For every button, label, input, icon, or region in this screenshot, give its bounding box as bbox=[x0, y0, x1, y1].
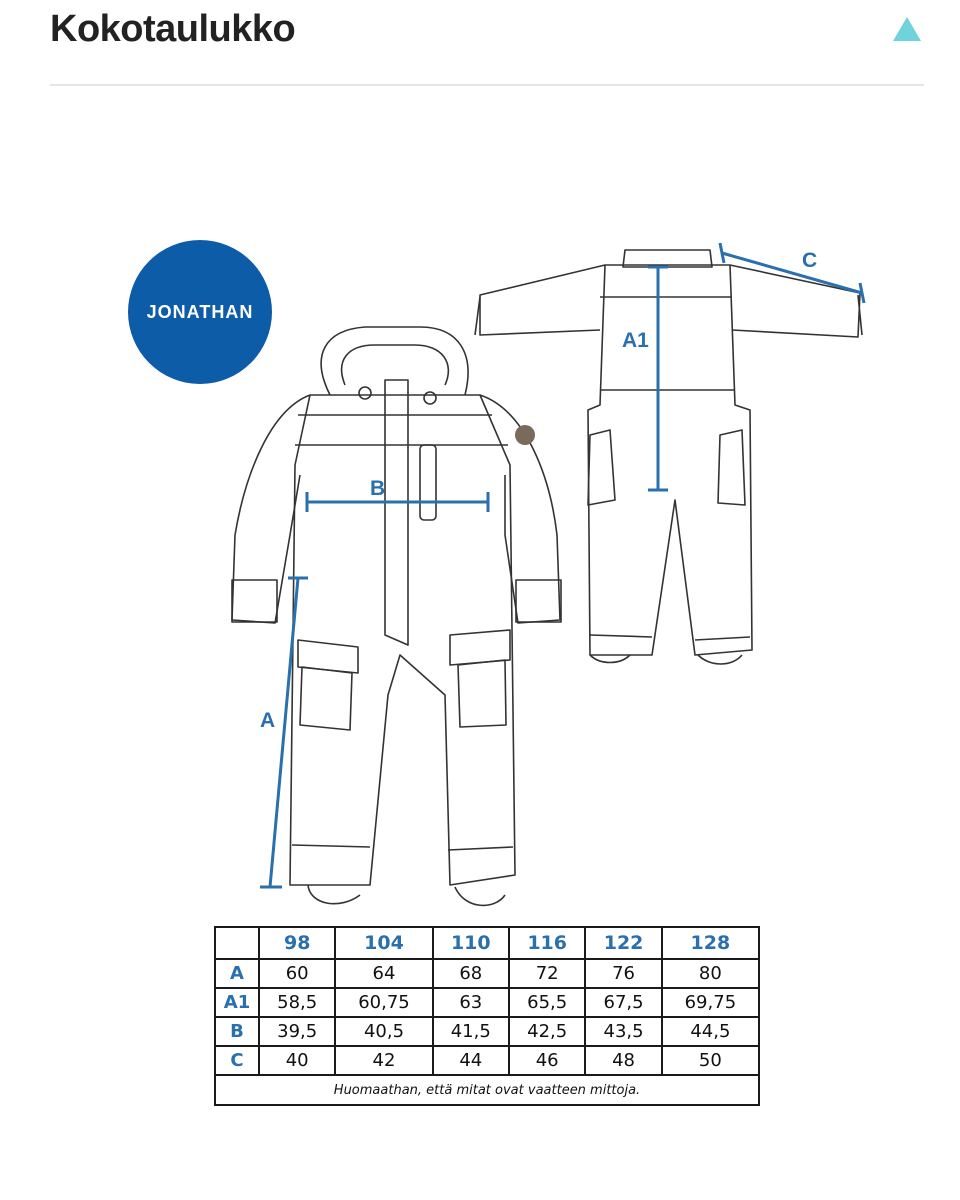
table-cell: 50 bbox=[662, 1046, 759, 1075]
table-note: Huomaathan, että mitat ovat vaatteen mittoja. bbox=[215, 1075, 759, 1105]
size-col-header: 104 bbox=[335, 927, 432, 959]
table-row bbox=[215, 1017, 759, 1046]
table-cell: 67,5 bbox=[585, 988, 661, 1017]
table-row bbox=[215, 1046, 759, 1075]
table-cell: 39,5 bbox=[259, 1017, 335, 1046]
size-col-header: 110 bbox=[433, 927, 509, 959]
size-col-header: 128 bbox=[662, 927, 759, 959]
size-col-header: 116 bbox=[509, 927, 585, 959]
table-cell: 44,5 bbox=[662, 1017, 759, 1046]
size-col-header: 98 bbox=[259, 927, 335, 959]
section-header bbox=[50, 0, 924, 86]
table-row bbox=[215, 988, 759, 1017]
measure-line-c bbox=[720, 243, 864, 303]
table-cell: 63 bbox=[433, 988, 509, 1017]
row-label: B bbox=[215, 1017, 259, 1046]
table-cell: 42 bbox=[335, 1046, 432, 1075]
table-cell: 69,75 bbox=[662, 988, 759, 1017]
size-col-header: 122 bbox=[585, 927, 661, 959]
table-cell: 46 bbox=[509, 1046, 585, 1075]
brand-logo-text: JONATHAN bbox=[146, 302, 254, 322]
table-cell: 40,5 bbox=[335, 1017, 432, 1046]
row-label: A1 bbox=[215, 988, 259, 1017]
size-header-row bbox=[215, 927, 759, 959]
table-cell: 44 bbox=[433, 1046, 509, 1075]
table-cell: 58,5 bbox=[259, 988, 335, 1017]
table-row bbox=[215, 959, 759, 988]
measure-line-b bbox=[307, 492, 488, 512]
table-cell: 48 bbox=[585, 1046, 661, 1075]
measure-line-a bbox=[260, 578, 308, 887]
label-a1: A1 bbox=[622, 329, 649, 352]
front-body-outline bbox=[290, 395, 515, 885]
measure-line-a1 bbox=[648, 267, 668, 490]
row-label: C bbox=[215, 1046, 259, 1075]
page-title: Kokotaulukko bbox=[50, 8, 296, 50]
label-b: B bbox=[370, 477, 386, 500]
table-cell: 60 bbox=[259, 959, 335, 988]
table-cell: 42,5 bbox=[509, 1017, 585, 1046]
label-c: C bbox=[802, 249, 818, 272]
table-cell: 41,5 bbox=[433, 1017, 509, 1046]
size-table bbox=[214, 926, 760, 1106]
brand-logo bbox=[128, 240, 272, 384]
caret-up-icon[interactable] bbox=[890, 14, 924, 44]
table-cell: 65,5 bbox=[509, 988, 585, 1017]
table-note-row bbox=[215, 1075, 759, 1105]
table-cell: 60,75 bbox=[335, 988, 432, 1017]
label-a: A bbox=[260, 709, 276, 732]
table-cell: 43,5 bbox=[585, 1017, 661, 1046]
table-cell: 76 bbox=[585, 959, 661, 988]
corner-cell bbox=[215, 927, 259, 959]
table-cell: 80 bbox=[662, 959, 759, 988]
table-cell: 64 bbox=[335, 959, 432, 988]
size-chart-illustration bbox=[120, 235, 880, 915]
table-cell: 68 bbox=[433, 959, 509, 988]
table-cell: 40 bbox=[259, 1046, 335, 1075]
table-cell: 72 bbox=[509, 959, 585, 988]
row-label: A bbox=[215, 959, 259, 988]
